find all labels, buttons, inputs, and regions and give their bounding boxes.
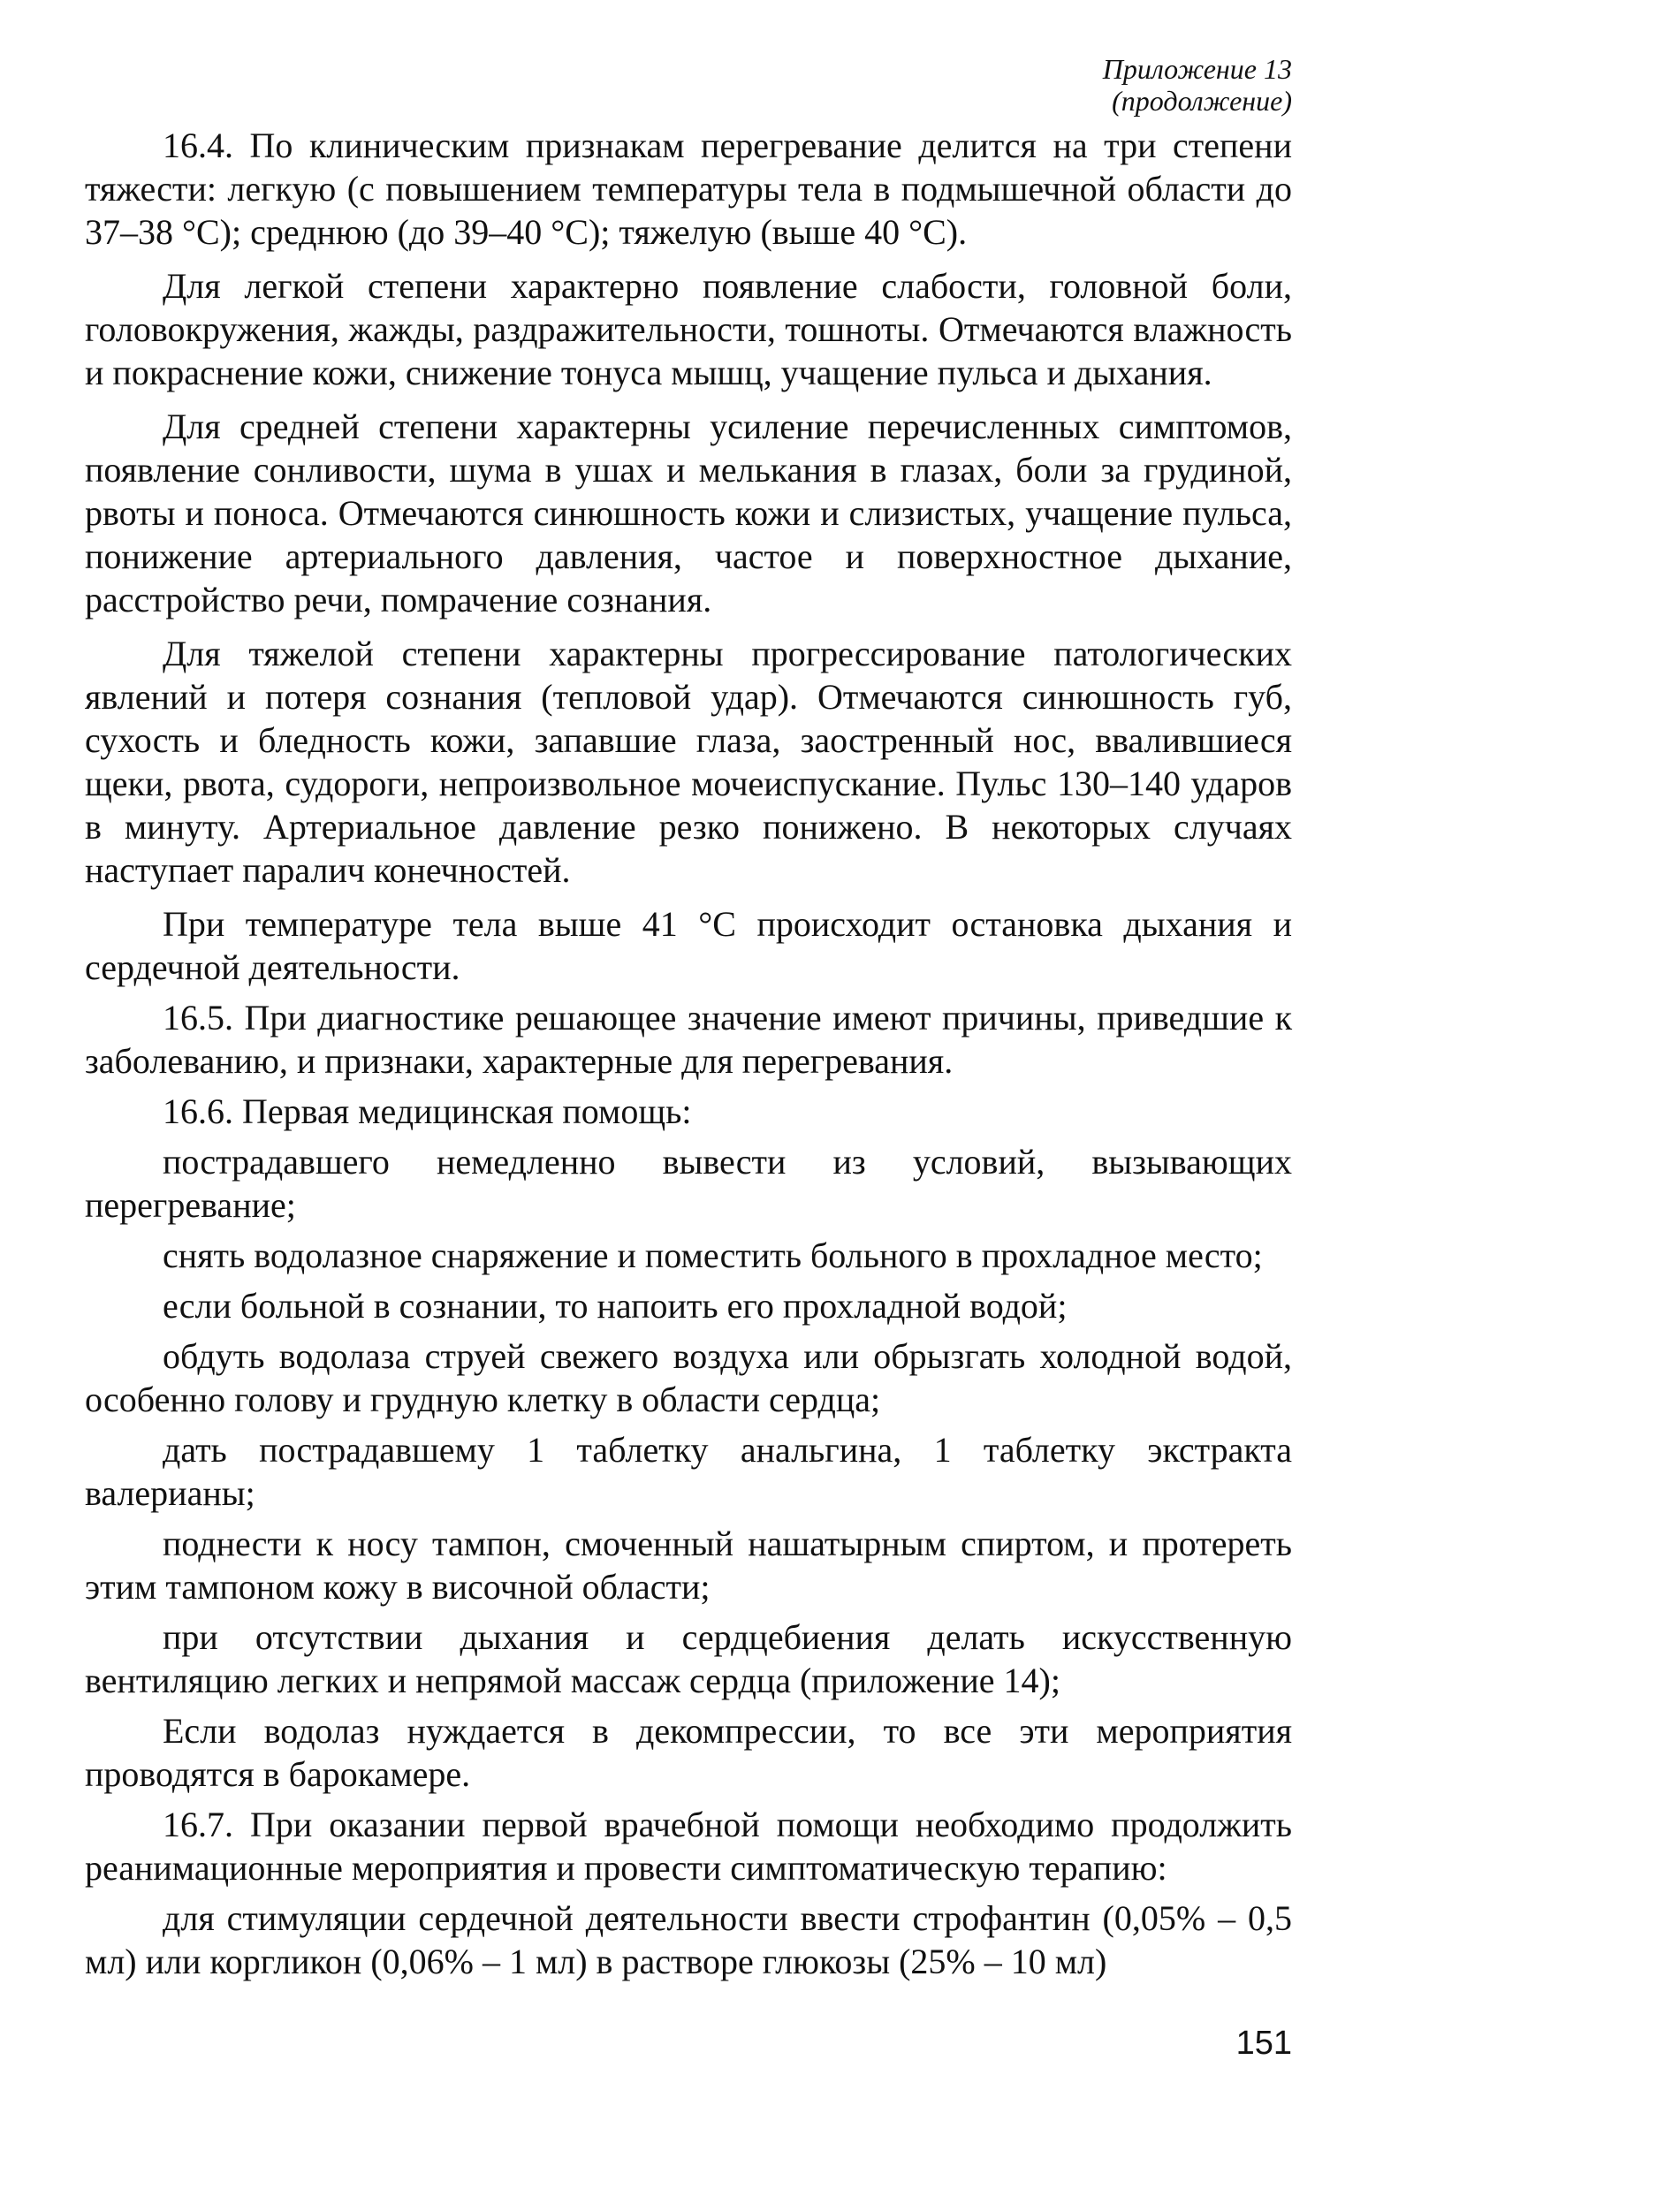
paragraph-light-degree: Для легкой степени характерно появление слабости, головной боли, головокружения, жажды, раздражительности, тошноты. Отмечаются влажность и покраснение кожи, снижение тонуса мышц, учащение пульса и дыхания. <box>85 266 1292 392</box>
list-item-cool-down: обдуть водолаза струей свежего воздуха или обрызгать холодной водой, особенно голову и грудную клетку в области сердца; <box>85 1336 1292 1419</box>
paragraph-16-5: 16.5. При диагностике решающее значение имеют причины, приведшие к заболеванию, и признаки, характерные для перегревания. <box>85 998 1292 1081</box>
list-item-ammonia: поднести к носу тампон, смоченный нашатырным спиртом, и протереть этим тампоном кожу в височной области; <box>85 1524 1292 1607</box>
paragraph-16-7: 16.7. При оказании первой врачебной помощи необходимо продолжить реанимационные мероприятия и провести симптоматическую терапию: <box>85 1805 1292 1888</box>
list-item-medication: дать пострадавшему 1 таблетку анальгина, 1 таблетку экстракта валерианы; <box>85 1430 1292 1513</box>
paragraph-medium-degree: Для средней степени характерны усиление перечисленных симптомов, появление сонливости, шума в ушах и мелькания в глазах, боли за грудиной, рвоты и поноса. Отмечаются синюшность кожи и слизистых, учащение пульса, понижение артериального давления, частое и поверхностное дыхание, расстройство речи, помрачение сознания. <box>85 407 1292 620</box>
appendix-continuation: (продолжение) <box>1112 85 1292 117</box>
body-text <box>85 124 1292 1983</box>
list-item-give-water: если больной в сознании, то напоить его прохладной водой; <box>163 1286 1068 1326</box>
list-item-remove-from-conditions: пострадавшего немедленно вывести из условий, вызывающих перегревание; <box>85 1142 1292 1225</box>
paragraph-severe-degree: Для тяжелой степени характерны прогрессирование патологических явлений и потеря сознания (тепловой удар). Отмечаются синюшность губ, сухость и бледность кожи, запавшие глаза, заостренный нос, ввалившиеся щеки, рвота, судороги, непроизвольное мочеиспускание. Пульс 130–140 ударов в минуту. Артериальное давление резко понижено. В некоторых случаях наступает паралич конечностей. <box>85 634 1292 890</box>
document-page <box>85 53 1292 2156</box>
list-item-remove-equipment: снять водолазное снаряжение и поместить больного в прохладное место; <box>163 1235 1263 1275</box>
list-item-cardiac-stimulation: для стимуляции сердечной деятельности ввести строфантин (0,05% – 0,5 мл) или коргликон (0,06% – 1 мл) в растворе глюкозы (25% – 10 мл) <box>85 1898 1292 1981</box>
appendix-title: Приложение 13 <box>1102 53 1292 85</box>
list-item-resuscitation: при отсутствии дыхания и сердцебиения делать искусственную вентиляцию легких и непрямой массаж сердца (приложение 14); <box>85 1617 1292 1700</box>
paragraph-16-4: 16.4. По клиническим признакам перегревание делится на три степени тяжести: легкую (с повышением температуры тела в подмышечной области до 37–38 °С); среднюю (до 39–40 °С); тяжелую (выше 40 °С). <box>85 125 1292 252</box>
paragraph-16-6: 16.6. Первая медицинская помощь: <box>163 1091 692 1131</box>
appendix-header <box>85 53 1292 117</box>
list-item-decompression: Если водолаз нуждается в декомпрессии, то все эти мероприятия проводятся в барокамере. <box>85 1711 1292 1794</box>
page-number: 151 <box>1235 2025 1292 2062</box>
paragraph-above-41: При температуре тела выше 41 °С происходит остановка дыхания и сердечной деятельности. <box>85 904 1292 987</box>
